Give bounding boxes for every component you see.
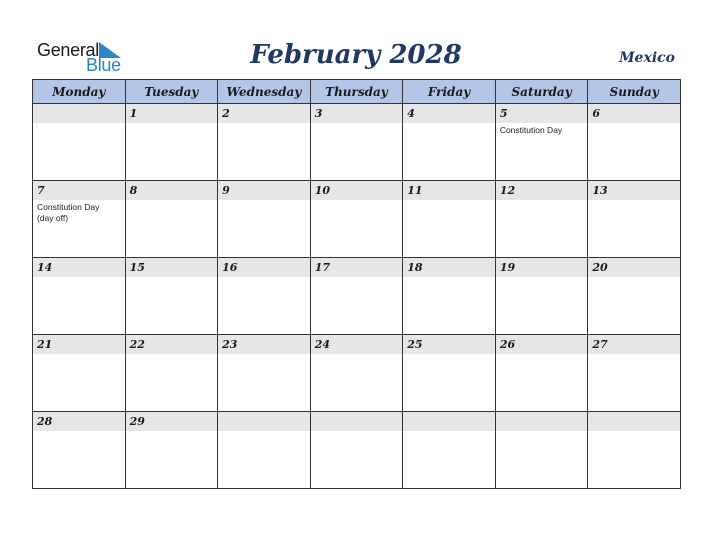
weekday-wednesday: Wednesday <box>218 80 311 104</box>
day-number: 1 <box>129 107 138 120</box>
day-number-bar <box>311 181 403 200</box>
day-number <box>588 412 680 415</box>
day-cell <box>218 335 311 412</box>
holiday-label <box>218 431 310 433</box>
day-number-bar <box>496 181 588 200</box>
weekday-thursday: Thursday <box>310 80 403 104</box>
day-number: 27 <box>592 338 608 351</box>
country-label: Mexico <box>619 50 675 66</box>
weekday-saturday: Saturday <box>495 80 588 104</box>
day-cell <box>33 181 126 258</box>
weekday-monday: Monday <box>33 80 126 104</box>
day-cell <box>403 335 496 412</box>
day-cell <box>403 258 496 335</box>
day-number: 29 <box>129 415 145 428</box>
weekday-tuesday: Tuesday <box>125 80 218 104</box>
day-number-bar <box>218 181 310 200</box>
day-number: 23 <box>222 338 238 351</box>
day-number: 16 <box>222 261 238 274</box>
day-number <box>33 104 125 107</box>
day-cell <box>33 258 126 335</box>
day-cell <box>403 412 496 489</box>
day-number <box>311 412 403 415</box>
day-number-bar <box>218 258 310 277</box>
holiday-label <box>403 277 495 279</box>
day-number-bar <box>126 104 218 123</box>
holiday-label <box>588 431 680 433</box>
day-number-bar <box>218 104 310 123</box>
holiday-label <box>126 277 218 279</box>
holiday-label <box>126 200 218 202</box>
holiday-label <box>218 200 310 202</box>
calendar-grid <box>32 79 681 489</box>
day-number: 6 <box>592 107 601 120</box>
day-cell <box>310 412 403 489</box>
day-number-bar <box>311 104 403 123</box>
day-number: 12 <box>499 184 516 197</box>
holiday-label <box>218 123 310 125</box>
day-number-bar <box>33 335 125 354</box>
day-number: 2 <box>222 107 230 120</box>
day-number <box>403 412 495 415</box>
day-number-bar <box>126 412 218 431</box>
day-cell <box>495 181 588 258</box>
day-number: 4 <box>407 107 415 120</box>
day-cell <box>495 104 588 181</box>
holiday-label <box>496 431 588 433</box>
holiday-label <box>403 431 495 433</box>
day-number: 18 <box>407 261 423 274</box>
holiday-label <box>311 200 403 202</box>
day-number: 8 <box>129 184 138 197</box>
holiday-label <box>403 354 495 356</box>
day-number-bar <box>588 181 680 200</box>
holiday-label <box>311 123 403 125</box>
day-cell <box>403 181 496 258</box>
day-cell <box>125 181 218 258</box>
day-cell <box>588 412 681 489</box>
day-cell <box>495 258 588 335</box>
day-cell <box>588 335 681 412</box>
holiday-label <box>588 354 680 356</box>
day-number: 19 <box>499 261 516 274</box>
day-cell <box>125 335 218 412</box>
day-number <box>496 412 588 415</box>
day-number-bar <box>403 104 495 123</box>
holiday-label: Constitution Day (day off) <box>37 202 100 223</box>
holiday-label <box>588 200 680 202</box>
week-row <box>33 412 681 489</box>
logo-word-general: General <box>37 40 99 60</box>
day-number-bar <box>496 104 588 123</box>
day-number: 26 <box>499 338 516 351</box>
week-row <box>33 258 681 335</box>
day-number-bar <box>33 104 125 123</box>
day-cell <box>33 104 126 181</box>
holiday-label <box>33 354 125 356</box>
day-cell <box>33 335 126 412</box>
day-number: 14 <box>37 261 53 274</box>
holiday-label <box>403 123 495 125</box>
holiday-label <box>403 200 495 202</box>
day-number-bar <box>33 258 125 277</box>
day-number-bar <box>218 335 310 354</box>
day-number: 25 <box>407 338 423 351</box>
day-number: 11 <box>407 184 423 197</box>
day-number: 17 <box>314 261 330 274</box>
weekday-sunday: Sunday <box>588 80 681 104</box>
day-number: 9 <box>222 184 230 197</box>
day-number-bar <box>311 412 403 431</box>
day-cell <box>403 104 496 181</box>
day-number-bar <box>311 335 403 354</box>
holiday-label <box>126 431 218 433</box>
day-number: 15 <box>129 261 145 274</box>
day-number-bar <box>33 181 125 200</box>
day-cell <box>310 181 403 258</box>
day-number <box>218 412 310 415</box>
day-number: 10 <box>314 184 330 197</box>
day-number-bar <box>588 258 680 277</box>
day-cell <box>588 258 681 335</box>
holiday-label <box>33 123 125 125</box>
day-cell <box>588 104 681 181</box>
day-number-bar <box>126 258 218 277</box>
holiday-label <box>33 277 125 279</box>
day-cell <box>218 412 311 489</box>
day-number: 7 <box>37 184 45 197</box>
holiday-label <box>311 277 403 279</box>
holiday-label <box>496 200 588 202</box>
weekday-friday: Friday <box>403 80 496 104</box>
day-number: 28 <box>37 415 53 428</box>
holiday-label <box>126 354 218 356</box>
day-cell <box>588 181 681 258</box>
day-number: 3 <box>314 107 323 120</box>
holiday-label <box>311 354 403 356</box>
week-row <box>33 335 681 412</box>
day-cell <box>125 412 218 489</box>
day-cell <box>310 258 403 335</box>
day-number-bar <box>496 335 588 354</box>
calendar-title: February 2028 <box>250 40 462 70</box>
day-cell <box>125 104 218 181</box>
day-number-bar <box>126 335 218 354</box>
day-number-bar <box>33 412 125 431</box>
day-cell <box>218 104 311 181</box>
day-number: 20 <box>592 261 608 274</box>
day-cell <box>33 412 126 489</box>
holiday-label <box>496 354 588 356</box>
day-number-bar <box>496 412 588 431</box>
day-number: 13 <box>592 184 608 197</box>
day-number-bar <box>496 258 588 277</box>
holiday-label <box>33 431 125 433</box>
day-number-bar <box>403 258 495 277</box>
calendar-body <box>33 104 681 489</box>
day-cell <box>218 181 311 258</box>
day-number-bar <box>311 258 403 277</box>
day-cell <box>310 104 403 181</box>
day-cell <box>495 412 588 489</box>
holiday-label <box>588 277 680 279</box>
day-number-bar <box>403 412 495 431</box>
day-cell <box>310 335 403 412</box>
day-number: 21 <box>37 338 53 351</box>
week-row <box>33 181 681 258</box>
day-number-bar <box>403 335 495 354</box>
day-number: 22 <box>129 338 145 351</box>
week-row <box>33 104 681 181</box>
logo-word-blue: Blue <box>86 55 121 75</box>
day-cell <box>495 335 588 412</box>
day-cell <box>218 258 311 335</box>
holiday-label <box>311 431 403 433</box>
weekday-header-row <box>33 80 681 104</box>
holiday-label <box>218 277 310 279</box>
day-number-bar <box>588 104 680 123</box>
day-number-bar <box>403 181 495 200</box>
holiday-label <box>218 354 310 356</box>
day-number-bar <box>588 335 680 354</box>
day-number: 5 <box>499 107 508 120</box>
holiday-label: Constitution Day <box>499 125 563 135</box>
day-cell <box>125 258 218 335</box>
holiday-label <box>126 123 218 125</box>
holiday-label <box>588 123 680 125</box>
day-number-bar <box>126 181 218 200</box>
day-number-bar <box>588 412 680 431</box>
day-number-bar <box>218 412 310 431</box>
day-number: 24 <box>314 338 330 351</box>
holiday-label <box>496 277 588 279</box>
